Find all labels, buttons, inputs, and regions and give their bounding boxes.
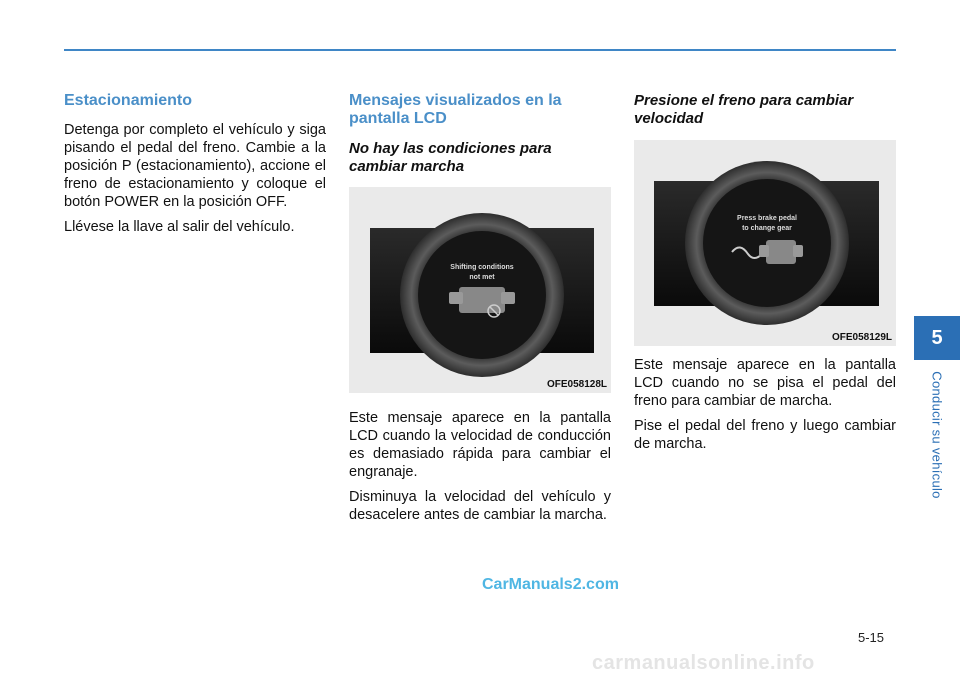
display-message-line2: to change gear — [742, 225, 792, 232]
cluster-display-illustration — [349, 187, 611, 393]
footer-watermark: carmanualsonline.info — [592, 652, 815, 674]
paragraph: Llévese la llave al salir del vehículo. — [64, 219, 295, 235]
cluster-display-illustration — [634, 140, 896, 346]
subheading-press-brake: Presione el freno para cambiar velocidad — [634, 92, 854, 127]
display-message-line1: Press brake pedal — [737, 215, 797, 222]
paragraph: Detenga por completo el vehículo y siga pisando el pedal del freno. Cambie a la posición P (estacionamiento), accione el freno de estacionamiento y coloque el botón POWER en la posición OFF. — [64, 122, 326, 210]
paragraph: Disminuya la velocidad del vehículo y desacelere antes de cambiar la marcha. — [349, 489, 611, 523]
watermark: CarManuals2.com — [482, 576, 619, 593]
heading-estacionamiento: Estacionamiento — [64, 92, 193, 109]
column-press-brake — [634, 92, 896, 453]
section-tab: 5 — [914, 316, 960, 360]
column-lcd-messages — [349, 92, 611, 524]
figure-press-brake — [634, 140, 896, 346]
display-message-line1: Shifting conditions — [450, 264, 514, 271]
heading-lcd-messages: Mensajes visualizados en la pantalla LCD — [349, 92, 562, 127]
figure-code: OFE058128L — [546, 379, 607, 390]
figure-shifting-conditions — [349, 187, 611, 393]
subheading-shift-conditions: No hay las condiciones para cambiar marcha — [349, 140, 552, 175]
paragraph: Pise el pedal del freno y luego cambiar de marcha. — [634, 418, 896, 452]
display-message-line2: not met — [469, 274, 495, 281]
page-number: 5-15 — [858, 630, 885, 645]
paragraph: Este mensaje aparece en la pantalla LCD cuando la velocidad de conducción es demasiado rápida para cambiar el engranaje. — [349, 410, 611, 480]
figure-code: OFE058129L — [831, 332, 892, 343]
paragraph: Este mensaje aparece en la pantalla LCD cuando no se pisa el pedal del freno para cambiar de marcha. — [634, 357, 896, 409]
section-side-label: Conducir su vehículo — [929, 371, 945, 499]
top-rule — [64, 49, 896, 51]
column-estacionamiento — [64, 92, 326, 236]
